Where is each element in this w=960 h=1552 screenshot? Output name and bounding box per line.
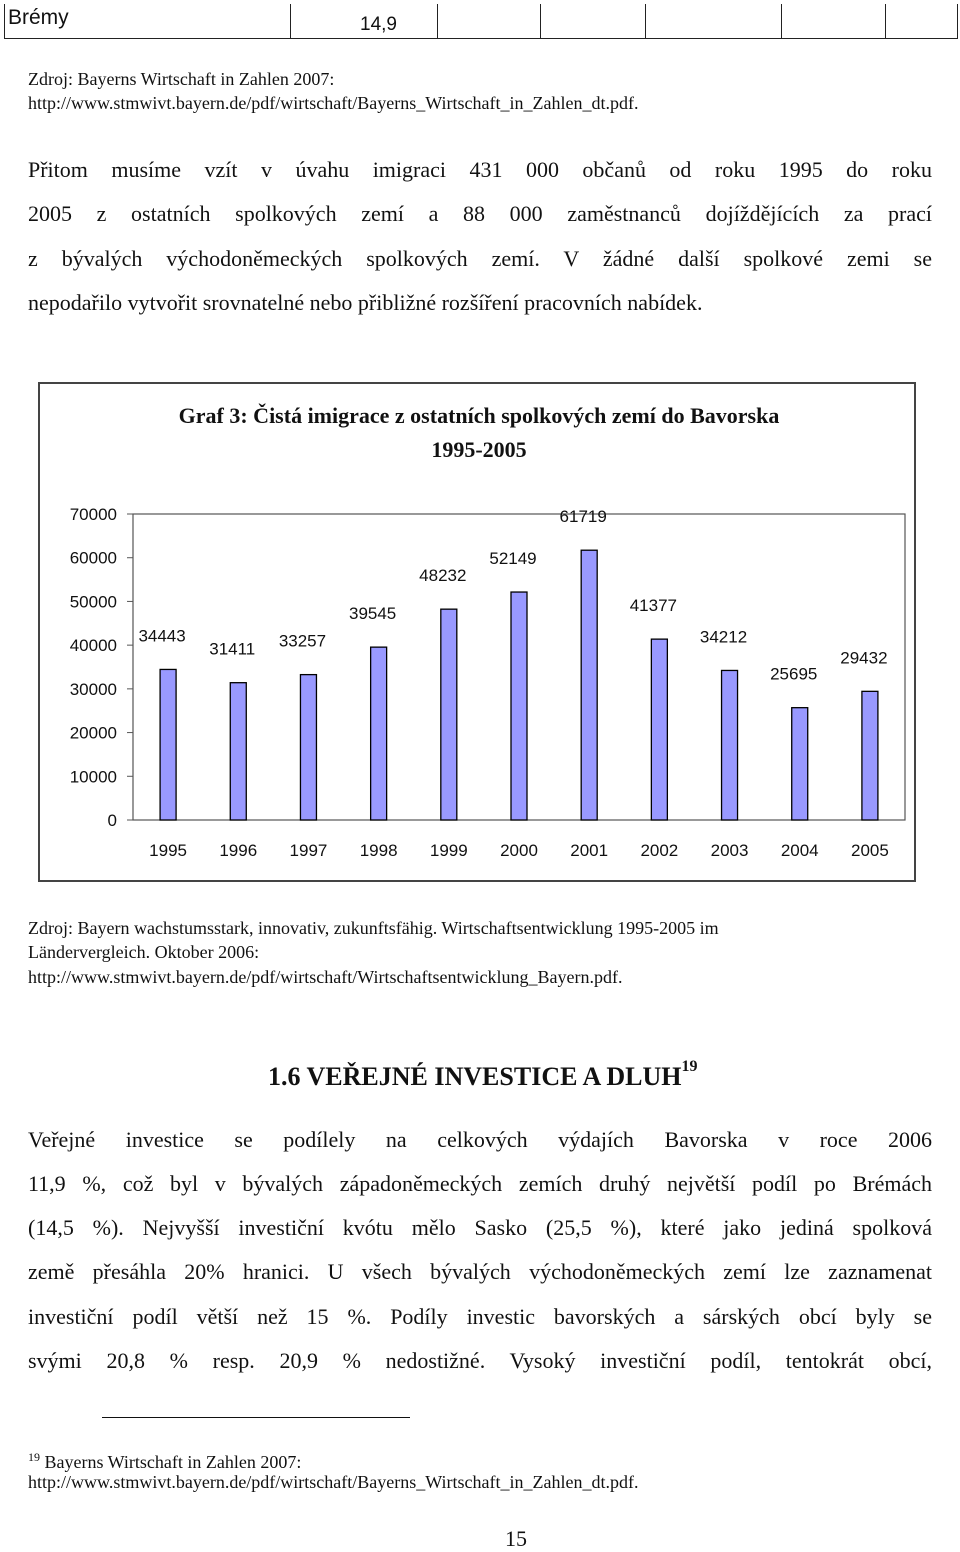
x-tick-label: 1999 (429, 841, 468, 860)
x-tick-label: 1995 (149, 841, 188, 860)
x-tick-label: 2004 (780, 841, 819, 860)
x-tick-label: 2002 (640, 841, 679, 860)
bar (792, 708, 808, 820)
data-table-row (4, 4, 958, 39)
chart-title: Graf 3: Čistá imigrace z ostatních spolkových zemí do Bavorska (178, 403, 780, 428)
y-tick-label: 0 (107, 811, 117, 830)
table-divider (781, 4, 782, 38)
x-tick-label: 2003 (710, 841, 749, 860)
source-note: Zdroj: Bayern wachstumsstark, innovativ, zukunftsfähig. Wirtschaftsentwicklung 1995-2005 im (28, 918, 719, 938)
table-row-label: Brémy (8, 6, 69, 29)
bar (581, 550, 597, 820)
footnote-divider (102, 1417, 410, 1418)
x-tick-label: 2005 (850, 841, 889, 860)
source-url: http://www.stmwivt.bayern.de/pdf/wirtschaft/Wirtschaftsentwicklung_Bayern.pdf. (28, 967, 623, 987)
paragraph-line: (14,5 %). Nejvyšší investiční kvótu mělo Sasko (25,5 %), které jako jediná spolková (28, 1215, 932, 1240)
footnote-ref: 19 (681, 1058, 698, 1076)
footnote-text: Bayerns Wirtschaft in Zahlen 2007: (44, 1452, 302, 1472)
x-tick-label: 2001 (570, 841, 609, 860)
bar (441, 609, 457, 820)
y-tick-label: 10000 (69, 767, 117, 787)
y-tick-label: 50000 (69, 592, 117, 612)
bar-chart (38, 382, 916, 882)
table-divider (885, 4, 886, 38)
table-divider (290, 4, 291, 38)
source-note: Zdroj: Bayerns Wirtschaft in Zahlen 2007: (28, 69, 335, 89)
bar (862, 691, 878, 820)
paragraph-line: Veřejné investice se podílely na celkových výdajích Bavorska v roce 2006 (28, 1127, 932, 1152)
paragraph-line: země přesáhla 20% hranici. U všech bývalých východoněmeckých zemí lze zaznamenat (28, 1259, 932, 1284)
page-number: 15 (505, 1526, 527, 1551)
bar (371, 647, 387, 820)
paragraph-line: 11,9 %, což byl v bývalých západoněmeckých zemích druhý největší podíl po Brémách (28, 1171, 932, 1196)
x-tick-label: 1997 (289, 841, 328, 860)
bar (722, 670, 738, 820)
table-divider (540, 4, 541, 38)
footnote-url: http://www.stmwivt.bayern.de/pdf/wirtschaft/Bayerns_Wirtschaft_in_Zahlen_dt.pdf. (28, 1472, 639, 1492)
chart-plot (40, 384, 914, 880)
paragraph-line: investiční podíl větší než 15 %. Podíly investic bavorských a sárských obcí byly se (28, 1304, 932, 1329)
data-label: 48232 (419, 566, 467, 586)
y-tick-label: 20000 (69, 723, 117, 743)
bar (230, 683, 246, 820)
table-divider (437, 4, 438, 38)
data-label: 39545 (348, 604, 397, 624)
data-label: 34212 (699, 627, 748, 647)
chart-subtitle: 1995-2005 (431, 437, 527, 462)
source-note: Ländervergleich. Oktober 2006: (28, 942, 260, 962)
data-label: 31411 (209, 639, 256, 659)
x-tick-label: 1998 (359, 841, 398, 860)
paragraph-line: nepodařilo vytvořit srovnatelné nebo přibližné rozšíření pracovních nabídek. (28, 290, 703, 315)
data-label: 34443 (138, 626, 186, 646)
source-url: http://www.stmwivt.bayern.de/pdf/wirtschaft/Bayerns_Wirtschaft_in_Zahlen_dt.pdf. (28, 93, 639, 113)
table-divider (645, 4, 646, 38)
table-row-value: 14,9 (360, 14, 397, 35)
bar (160, 669, 176, 820)
paragraph-line: Přitom musíme vzít v úvahu imigraci 431 000 občanů od roku 1995 do roku (28, 157, 932, 182)
paragraph-line: svými 20,8 % resp. 20,9 % nedostižné. Vysoký investiční podíl, tentokrát obcí, (28, 1348, 932, 1373)
bar (651, 639, 667, 820)
section-heading (268, 1058, 698, 1092)
y-tick-label: 60000 (69, 548, 117, 568)
paragraph-line: 2005 z ostatních spolkových zemí a 88 000 zaměstnanců dojíždějících za prací (28, 201, 932, 226)
x-tick-label: 1996 (219, 841, 258, 860)
data-label: 41377 (629, 596, 678, 616)
data-label: 52149 (489, 549, 537, 569)
bar (300, 675, 316, 820)
y-tick-label: 30000 (69, 679, 117, 699)
data-label: 33257 (278, 631, 327, 651)
paragraph-line: z bývalých východoněmeckých spolkových zemí. V žádné další spolkové zemi se (28, 246, 932, 271)
footnote-number: 19 (28, 1450, 40, 1464)
data-label: 29432 (840, 648, 888, 668)
data-label: 25695 (770, 664, 818, 684)
bar (511, 592, 527, 820)
y-tick-label: 70000 (69, 505, 117, 524)
x-tick-label: 2000 (500, 841, 538, 860)
section-heading-text: 1.6 VEŘEJNÉ INVESTICE A DLUH (268, 1062, 682, 1091)
y-tick-label: 40000 (69, 636, 117, 656)
data-label: 61719 (559, 507, 607, 527)
